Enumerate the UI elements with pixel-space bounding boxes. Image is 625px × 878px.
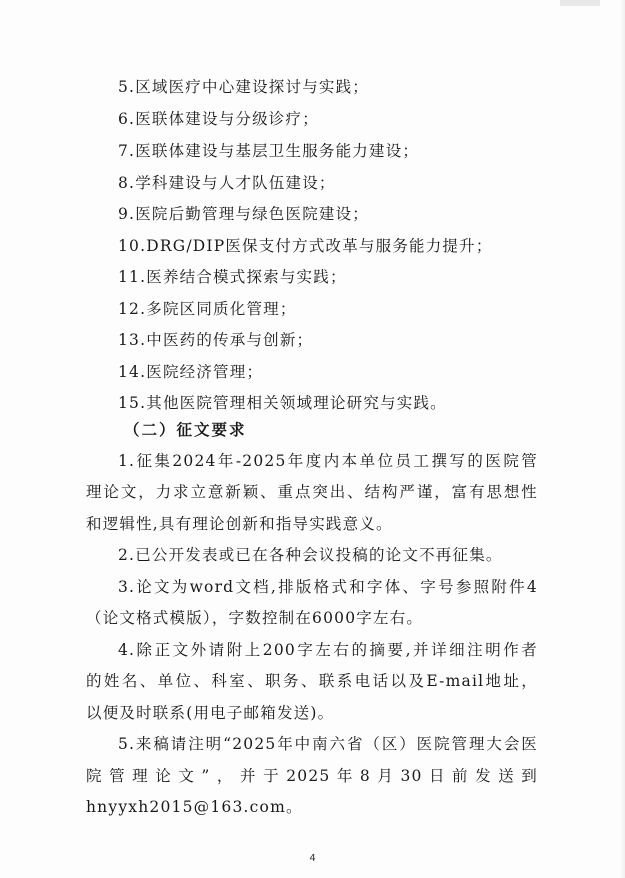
requirement-1-line: 和逻辑性,具有理论创新和指导实践意义。 bbox=[86, 515, 393, 533]
requirement-4-line: 4.除正文外请附上200字左右的摘要,并详细注明作者 bbox=[118, 641, 538, 659]
requirement-4-line: 以便及时联系(用电子邮箱发送)。 bbox=[86, 704, 335, 722]
page-number: 4 bbox=[309, 853, 316, 864]
list-item: 13.中医药的传承与创新； bbox=[118, 331, 314, 349]
list-item: 8.学科建设与人才队伍建设； bbox=[118, 174, 336, 192]
list-item: 11.医养结合模式探索与实践； bbox=[118, 268, 347, 286]
list-item: 7.医联体建设与基层卫生服务能力建设； bbox=[118, 142, 420, 160]
list-item: 10.DRG/DIP医保支付方式改革与服务能力提升； bbox=[118, 237, 493, 255]
requirement-5-email: hnyyxh2015@163.com。 bbox=[86, 798, 303, 816]
requirement-1-line: 1.征集2024年-2025年度内本单位员工撰写的医院管 bbox=[118, 452, 538, 470]
requirement-4-line: 的姓名、单位、科室、职务、联系电话以及E-mail地址， bbox=[86, 672, 538, 690]
list-item: 15.其他医院管理相关领域理论研究与实践。 bbox=[118, 394, 447, 412]
requirement-2-line: 2.已公开发表或已在各种会议投稿的论文不再征集。 bbox=[118, 546, 503, 564]
section-heading: （二）征文要求 bbox=[124, 420, 247, 439]
list-item: 14.医院经济管理； bbox=[118, 363, 264, 381]
list-item: 12.多院区同质化管理； bbox=[118, 300, 297, 318]
requirement-1-line: 理论文，力求立意新颖、重点突出、结构严谨，富有思想性 bbox=[86, 483, 538, 501]
list-item: 6.医联体建设与分级诊疗； bbox=[118, 110, 319, 128]
requirement-3-line: 3.论文为word文档,排版格式和字体、字号参照附件4 bbox=[118, 578, 538, 596]
scan-artifact bbox=[560, 0, 600, 6]
list-item: 5.区域医疗中心建设探讨与实践； bbox=[118, 78, 369, 96]
requirement-3-line: （论文格式模版），字数控制在6000字左右。 bbox=[86, 609, 424, 627]
scan-edge-shadow bbox=[619, 0, 625, 878]
list-item: 9.医院后勤管理与绿色医院建设； bbox=[118, 205, 369, 223]
requirement-5-line: 5.来稿请注明“2025年中南六省（区）医院管理大会医 bbox=[118, 735, 538, 753]
requirement-5-line: 院管理论文”，并于2025年8月30日前发送到 bbox=[86, 767, 538, 785]
